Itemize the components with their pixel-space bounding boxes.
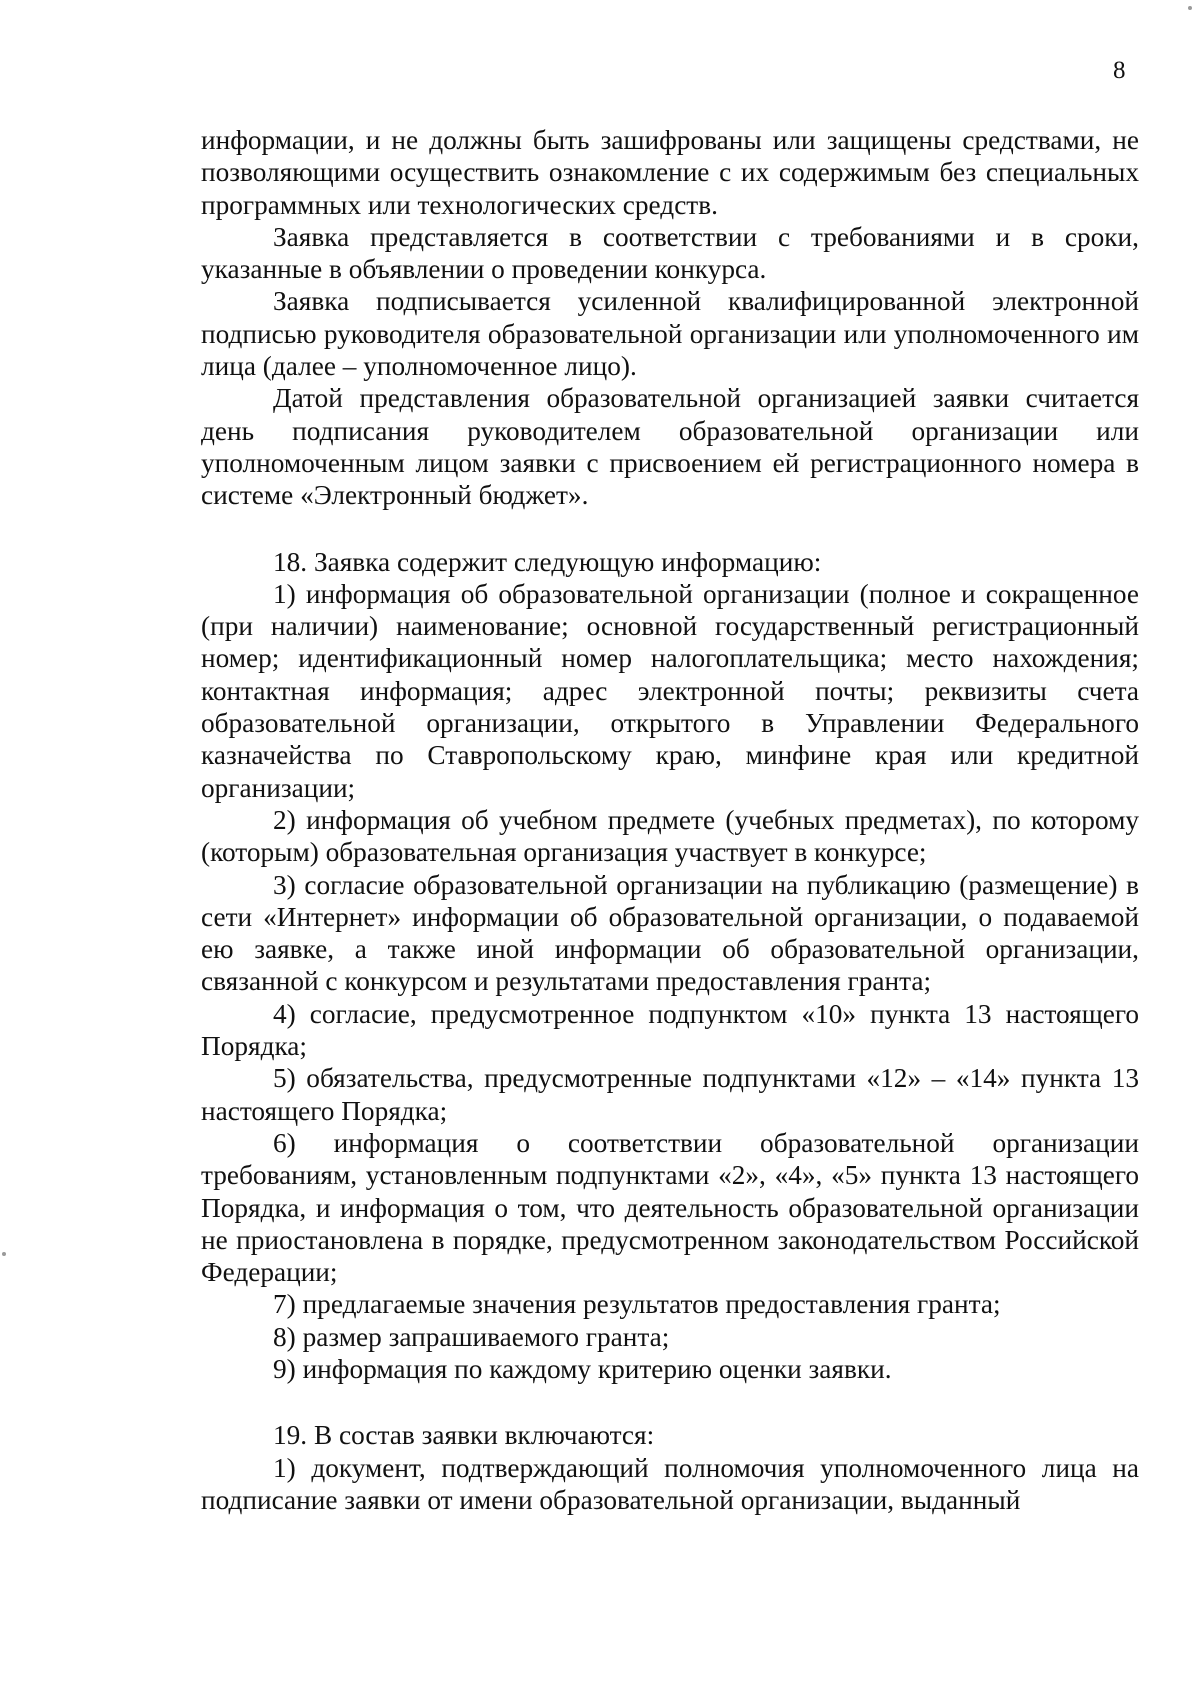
document-body (201, 124, 1139, 1516)
paragraph-signature: Заявка подписывается усиленной квалифицированной электронной подписью руководителя образовательной организации или уполномоченного им лица (далее – уполномоченное лицо). (201, 286, 1139, 382)
paragraph-continuation: информации, и не должны быть зашифрованы или защищены средствами, не позволяющими осуществить ознакомление с их содержимым без специальных программных или технологических средств. (201, 125, 1139, 220)
list-item-18-3: 3) согласие образовательной организации на публикацию (размещение) в сети «Интернет» информации об образовательной организации, о подаваемой ею заявке, а также иной информации об образовательной организации, связанной с конкурсом и результатами предоставления гранта; (201, 869, 1139, 997)
list-item-18-8: 8) размер запрашиваемого гранта; (273, 1321, 670, 1352)
paragraph-submission-terms: Заявка представляется в соответствии с требованиями и в сроки, указанные в объявлении о проведении конкурса. (201, 221, 1139, 285)
scan-edge-mark (2, 1252, 6, 1256)
list-item-18-1: 1) информация об образовательной организации (полное и сокращенное (при наличии) наименование; основной государственный регистрационный номер; идентификационный номер налогоплательщика; место нахождения; контактная информация; адрес электронной почты; реквизиты счета образовательной организации, открытого в Управлении Федерального казначейства по Ставропольскому краю, минфине края или кредитной организации; (201, 578, 1139, 803)
section-heading-19: 19. В состав заявки включаются: (273, 1420, 655, 1451)
list-item-18-6: 6) информация о соответствии образовательной организации требованиям, установленным подпунктами «2», «4», «5» пункта 13 настоящего Порядка, и информация о том, что деятельность образовательной организации не приостановлена в порядке, предусмотренном законодательством Российской Федерации; (201, 1127, 1139, 1288)
list-item-18-5: 5) обязательства, предусмотренные подпунктами «12» – «14» пункта 13 настоящего Порядка; (201, 1063, 1139, 1126)
list-item-18-9: 9) информация по каждому критерию оценки заявки. (273, 1353, 892, 1384)
section-heading-18: 18. Заявка содержит следующую информацию: (273, 546, 822, 577)
page-number: 8 (1113, 57, 1126, 84)
list-item-18-7: 7) предлагаемые значения результатов предоставления гранта; (273, 1289, 1001, 1320)
list-item-19-1: 1) документ, подтверждающий полномочия уполномоченного лица на подписание заявки от имени образовательной организации, выданный (201, 1452, 1139, 1515)
paragraph-submission-date: Датой представления образовательной организацией заявки считается день подписания руководителем образовательной организации или уполномоченным лицом заявки с присвоением ей регистрационного номера в системе «Электронный бюджет». (201, 383, 1139, 511)
list-item-18-4: 4) согласие, предусмотренное подпунктом «10» пункта 13 настоящего Порядка; (201, 998, 1139, 1062)
list-item-18-2: 2) информация об учебном предмете (учебных предметах), по которому (которым) образовательная организация участвует в конкурсе; (201, 804, 1139, 868)
scan-edge-mark (1188, 6, 1192, 10)
